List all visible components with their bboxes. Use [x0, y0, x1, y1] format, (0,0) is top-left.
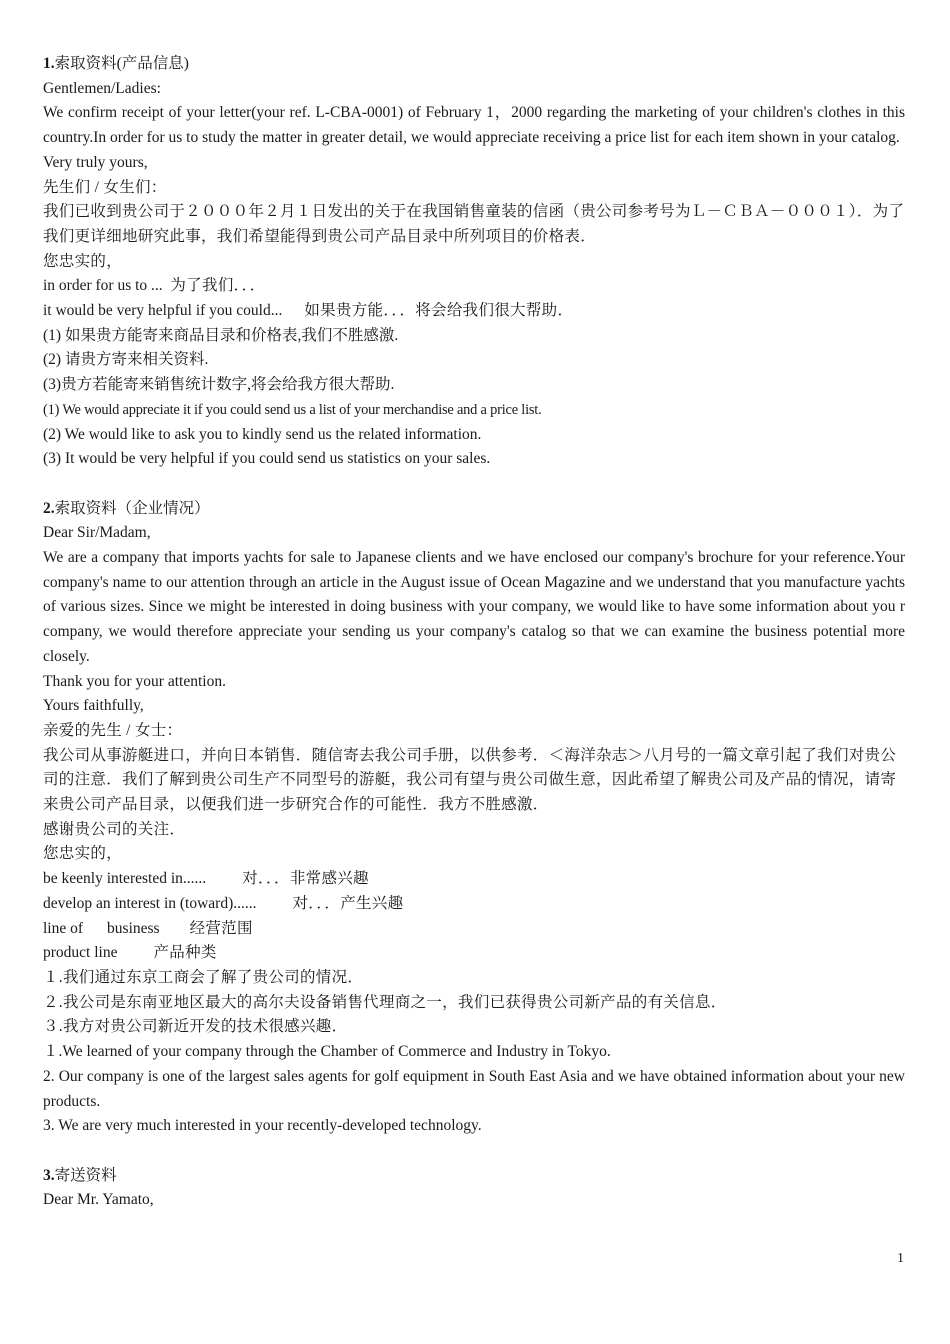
- example-en: 3. We are very much interested in your recently-developed technology.: [43, 1117, 482, 1135]
- phrase-en: business: [107, 919, 160, 937]
- cn-closing: 您忠实的，: [43, 845, 123, 863]
- phrase-cn: 对．．．非常感兴趣: [242, 870, 369, 888]
- cn-letter-body: 我们已收到贵公司于２０００年２月１日发出的关于在我国销售童装的信函（贵公司参考号为Ｌ－ＣＢＡ－０００１）．为了我们更详细地研究此事，我们希望能得到贵公司产品目录中所列项目的价格表．: [43, 203, 905, 245]
- section-2-heading: [43, 497, 905, 522]
- section-title: 索取资料（企业情况）: [54, 499, 210, 517]
- letter-greeting: Dear Mr. Yamato,: [43, 1191, 154, 1209]
- section-number: 2.: [43, 499, 55, 517]
- phrase-en: line of: [43, 919, 84, 937]
- phrase-cn: 为了我们．．．: [170, 277, 266, 295]
- phrase-item: [43, 917, 905, 942]
- section-number: 1.: [43, 55, 55, 72]
- phrase-item: [43, 299, 905, 324]
- example-cn: (1) 如果贵方能寄来商品目录和价格表,我们不胜感激.: [43, 326, 399, 344]
- phrase-en: in order for us to ...: [43, 277, 163, 295]
- cn-greeting: 先生们 / 女生们：: [43, 178, 167, 196]
- letter-body: We confirm receipt of your letter(your ref. L-CBA-0001) of February 1，2000 regarding the marketing of your children's clothes in this country.In order for us to study the matter in greater detail, we would appreciate receiving a price list for each item shown in your catalog.: [43, 104, 905, 147]
- section-title: 寄送资料: [54, 1166, 117, 1184]
- phrase-item: [43, 941, 905, 966]
- example-cn: ２.我公司是东南亚地区最大的高尔夫设备销售代理商之一，我们已获得贵公司新产品的有关信息．: [43, 993, 727, 1011]
- example-en: 2. Our company is one of the largest sales agents for golf equipment in South East Asia and we have obtained information about your new products.: [43, 1067, 905, 1110]
- example-en: (2) We would like to ask you to kindly send us the related information.: [43, 425, 482, 443]
- letter-closing: Very truly yours,: [43, 153, 148, 171]
- section-1-heading: [43, 52, 905, 77]
- page-number: 1: [897, 1251, 904, 1266]
- phrase-en: product line: [43, 944, 118, 962]
- phrase-cn: 如果贵方能．．．将会给我们很大帮助．: [304, 302, 574, 320]
- example-cn: (2) 请贵方寄来相关资料.: [43, 351, 209, 369]
- letter-closing: Yours faithfully,: [43, 697, 144, 715]
- example-en: １.We learned of your company through the Chamber of Commerce and Industry in Tokyo.: [43, 1043, 611, 1061]
- example-cn: １.我们通过东京工商会了解了贵公司的情况．: [43, 969, 364, 986]
- example-cn: ３.我方对贵公司新近开发的技术很感兴趣．: [43, 1018, 348, 1036]
- cn-closing: 您忠实的，: [43, 252, 123, 270]
- example-en: (1) We would appreciate it if you could send us a list of your merchandise and a price list.: [43, 401, 542, 418]
- phrase-en: be keenly interested in......: [43, 870, 207, 888]
- cn-letter-body: 我公司从事游艇进口，并向日本销售．随信寄去我公司手册，以供参考．＜海洋杂志＞八月号的一篇文章引起了我们对贵公司的注意．我们了解到贵公司生产不同型号的游艇，我公司有望与贵公司做生意，因此希望了解贵公司及产品的情况，请寄来贵公司产品目录，以便我们进一步研究合作的可能性．我方不胜感激．: [43, 746, 897, 814]
- phrase-en: develop an interest in (toward)......: [43, 894, 257, 912]
- example-en: (3) It would be very helpful if you could send us statistics on your sales.: [43, 450, 491, 468]
- letter-body: We are a company that imports yachts for sale to Japanese clients and we have enclosed our company's brochure for your reference.Your company's name to our attention through an article in the August issue of Ocean Magazine and we understand that you manufacture yachts of various sizes. Since we might be interested in doing business with your company, we would like to have some information about you r company, we would therefore appreciate your sending us your company's catalog so that we can examine the business potential more closely.: [43, 549, 905, 665]
- section-number: 3.: [43, 1166, 55, 1184]
- letter-greeting: Dear Sir/Madam,: [43, 524, 151, 542]
- phrase-item: [43, 867, 905, 892]
- document-page: [43, 52, 905, 1213]
- example-cn: (3)贵方若能寄来销售统计数字,将会给我方很大帮助.: [43, 376, 395, 394]
- section-title: 索取资料(产品信息): [54, 55, 189, 72]
- letter-thanks: Thank you for your attention.: [43, 672, 226, 690]
- phrase-cn: 对．．．产生兴趣: [292, 894, 404, 912]
- section-3-heading: [43, 1164, 905, 1189]
- phrase-cn: 产品种类: [153, 944, 217, 962]
- phrase-item: [43, 274, 905, 299]
- phrase-item: [43, 892, 905, 917]
- phrase-cn: 经营范围: [189, 919, 253, 937]
- cn-greeting: 亲爱的先生 / 女士：: [43, 721, 183, 739]
- letter-greeting: Gentlemen/Ladies:: [43, 79, 161, 97]
- cn-thanks: 感谢贵公司的关注．: [43, 820, 186, 838]
- phrase-en: it would be very helpful if you could...: [43, 302, 283, 320]
